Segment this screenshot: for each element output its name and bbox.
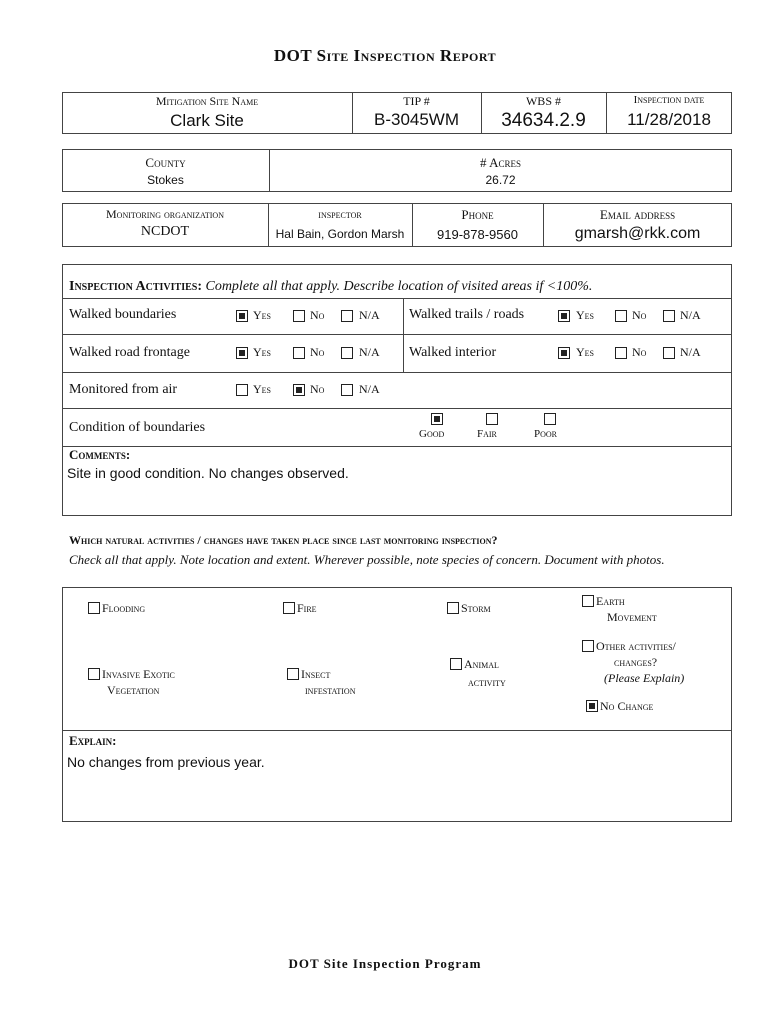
fire-checkbox[interactable] [283, 602, 295, 614]
walked-boundaries-no-label: No [310, 308, 325, 322]
monitored-from-air-na-checkbox[interactable] [341, 384, 353, 396]
walked-interior-label: Walked interior [409, 345, 497, 360]
walked-trails-na-label: N/A [680, 308, 701, 322]
no-change-checkbox[interactable] [586, 700, 598, 712]
walked-road-frontage-na-checkbox[interactable] [341, 347, 353, 359]
natural-activities-heading: Which natural activities / changes have taken place since last monitoring inspection? [69, 533, 498, 547]
walked-trails-no-label: No [632, 308, 647, 322]
insect-infestation-checkbox[interactable] [287, 668, 299, 680]
inspection-activities-heading-line [69, 279, 592, 295]
other-activities-label-line1: Other activities/ [596, 639, 676, 653]
footer-program-name: DOT Site Inspection Program [288, 956, 482, 971]
condition-good-label: Good [419, 428, 445, 440]
condition-fair-label: Fair [477, 428, 497, 440]
monitored-from-air-yes-label: Yes [253, 382, 272, 396]
explain-field[interactable]: No changes from previous year. [67, 754, 265, 770]
storm-checkbox[interactable] [447, 602, 459, 614]
natural-activities-instruction: Check all that apply. Note location and extent. Wherever possible, note species of concern. Document with photos. [69, 552, 665, 567]
other-activities-label-line3: (Please Explain) [604, 671, 685, 685]
monitored-from-air-na-label: N/A [359, 382, 380, 396]
phone-label: Phone [461, 207, 494, 222]
walked-boundaries-na-label: N/A [359, 308, 380, 322]
walked-road-frontage-yes-label: Yes [253, 345, 272, 359]
invasive-exotic-vegetation-checkbox[interactable] [88, 668, 100, 680]
invasive-exotic-vegetation-label-line2: Vegetation [107, 683, 160, 697]
walked-boundaries-no-checkbox[interactable] [293, 310, 305, 322]
walked-trails-label: Walked trails / roads [409, 307, 525, 322]
animal-activity-label-line2: activity [468, 675, 506, 689]
condition-poor-checkbox[interactable] [544, 413, 556, 425]
walked-interior-na-checkbox[interactable] [663, 347, 675, 359]
walked-boundaries-label: Walked boundaries [69, 307, 177, 322]
acres-field[interactable]: 26.72 [485, 173, 516, 187]
other-activities-checkbox[interactable] [582, 640, 594, 652]
tip-label: TIP # [403, 94, 430, 108]
condition-of-boundaries-label: Condition of boundaries [69, 420, 206, 435]
wbs-field[interactable]: 34634.2.9 [501, 110, 586, 131]
walked-road-frontage-yes-checkbox[interactable] [236, 347, 248, 359]
inspection-date-label: Inspection date [633, 94, 705, 106]
monitored-from-air-no-checkbox[interactable] [293, 384, 305, 396]
fire-label: Fire [297, 601, 317, 615]
earth-movement-label-line2: Movement [607, 610, 657, 624]
phone-field[interactable]: 919-878-9560 [437, 227, 518, 242]
inspection-activities-instruction: Complete all that apply. Describe location of visited areas if <100%. [205, 279, 593, 294]
walked-interior-yes-label: Yes [576, 345, 595, 359]
page-title: DOT Site Inspection Report [273, 46, 497, 65]
walked-trails-yes-checkbox[interactable] [558, 310, 570, 322]
walked-interior-no-label: No [632, 345, 647, 359]
walked-boundaries-na-checkbox[interactable] [341, 310, 353, 322]
email-field[interactable]: gmarsh@rkk.com [574, 225, 701, 242]
explain-label: Explain: [69, 733, 117, 748]
mitigation-site-name-field[interactable]: Clark Site [170, 111, 244, 130]
walked-interior-no-checkbox[interactable] [615, 347, 627, 359]
walked-boundaries-yes-label: Yes [253, 308, 272, 322]
earth-movement-label-line1: Earth [596, 594, 625, 608]
inspector-field[interactable]: Hal Bain, Gordon Marsh [275, 227, 405, 241]
walked-trails-no-checkbox[interactable] [615, 310, 627, 322]
email-label: Email address [599, 207, 676, 222]
acres-label: # Acres [480, 155, 521, 170]
walked-trails-na-checkbox[interactable] [663, 310, 675, 322]
flooding-checkbox[interactable] [88, 602, 100, 614]
comments-field[interactable]: Site in good condition. No changes observed. [67, 465, 349, 481]
monitored-from-air-yes-checkbox[interactable] [236, 384, 248, 396]
walked-boundaries-yes-checkbox[interactable] [236, 310, 248, 322]
invasive-exotic-vegetation-label-line1: Invasive Exotic [102, 667, 175, 681]
condition-good-checkbox[interactable] [431, 413, 443, 425]
condition-poor-label: Poor [534, 428, 558, 440]
monitored-from-air-no-label: No [310, 382, 325, 396]
walked-road-frontage-label: Walked road frontage [69, 345, 190, 360]
other-activities-label-line2: changes? [614, 655, 658, 669]
inspection-date-field[interactable]: 11/28/2018 [627, 110, 711, 129]
walked-road-frontage-na-label: N/A [359, 345, 380, 359]
inspection-activities-heading: Inspection Activities: [69, 279, 202, 294]
county-label: County [145, 155, 186, 170]
mitigation-site-name-label: Mitigation Site Name [155, 94, 259, 108]
monitored-from-air-label: Monitored from air [69, 382, 178, 397]
monitoring-organization-label: Monitoring organization [106, 207, 224, 221]
inspector-label: inspector [318, 207, 362, 221]
animal-activity-checkbox[interactable] [450, 658, 462, 670]
walked-road-frontage-no-label: No [310, 345, 325, 359]
earth-movement-checkbox[interactable] [582, 595, 594, 607]
walked-interior-yes-checkbox[interactable] [558, 347, 570, 359]
walked-trails-yes-label: Yes [576, 308, 595, 322]
animal-activity-label-line1: Animal [464, 657, 499, 671]
walked-interior-na-label: N/A [680, 345, 701, 359]
flooding-label: Flooding [102, 601, 146, 615]
insect-infestation-label-line1: Insect [301, 667, 331, 681]
storm-label: Storm [461, 601, 491, 615]
tip-field[interactable]: B-3045WM [373, 110, 460, 129]
wbs-label: WBS # [525, 94, 561, 108]
walked-road-frontage-no-checkbox[interactable] [293, 347, 305, 359]
condition-fair-checkbox[interactable] [486, 413, 498, 425]
no-change-label: No Change [600, 699, 654, 713]
monitoring-organization-field[interactable]: NCDOT [140, 224, 190, 239]
county-field[interactable]: Stokes [147, 173, 184, 187]
insect-infestation-label-line2: infestation [305, 683, 356, 697]
comments-label: Comments: [69, 447, 131, 462]
